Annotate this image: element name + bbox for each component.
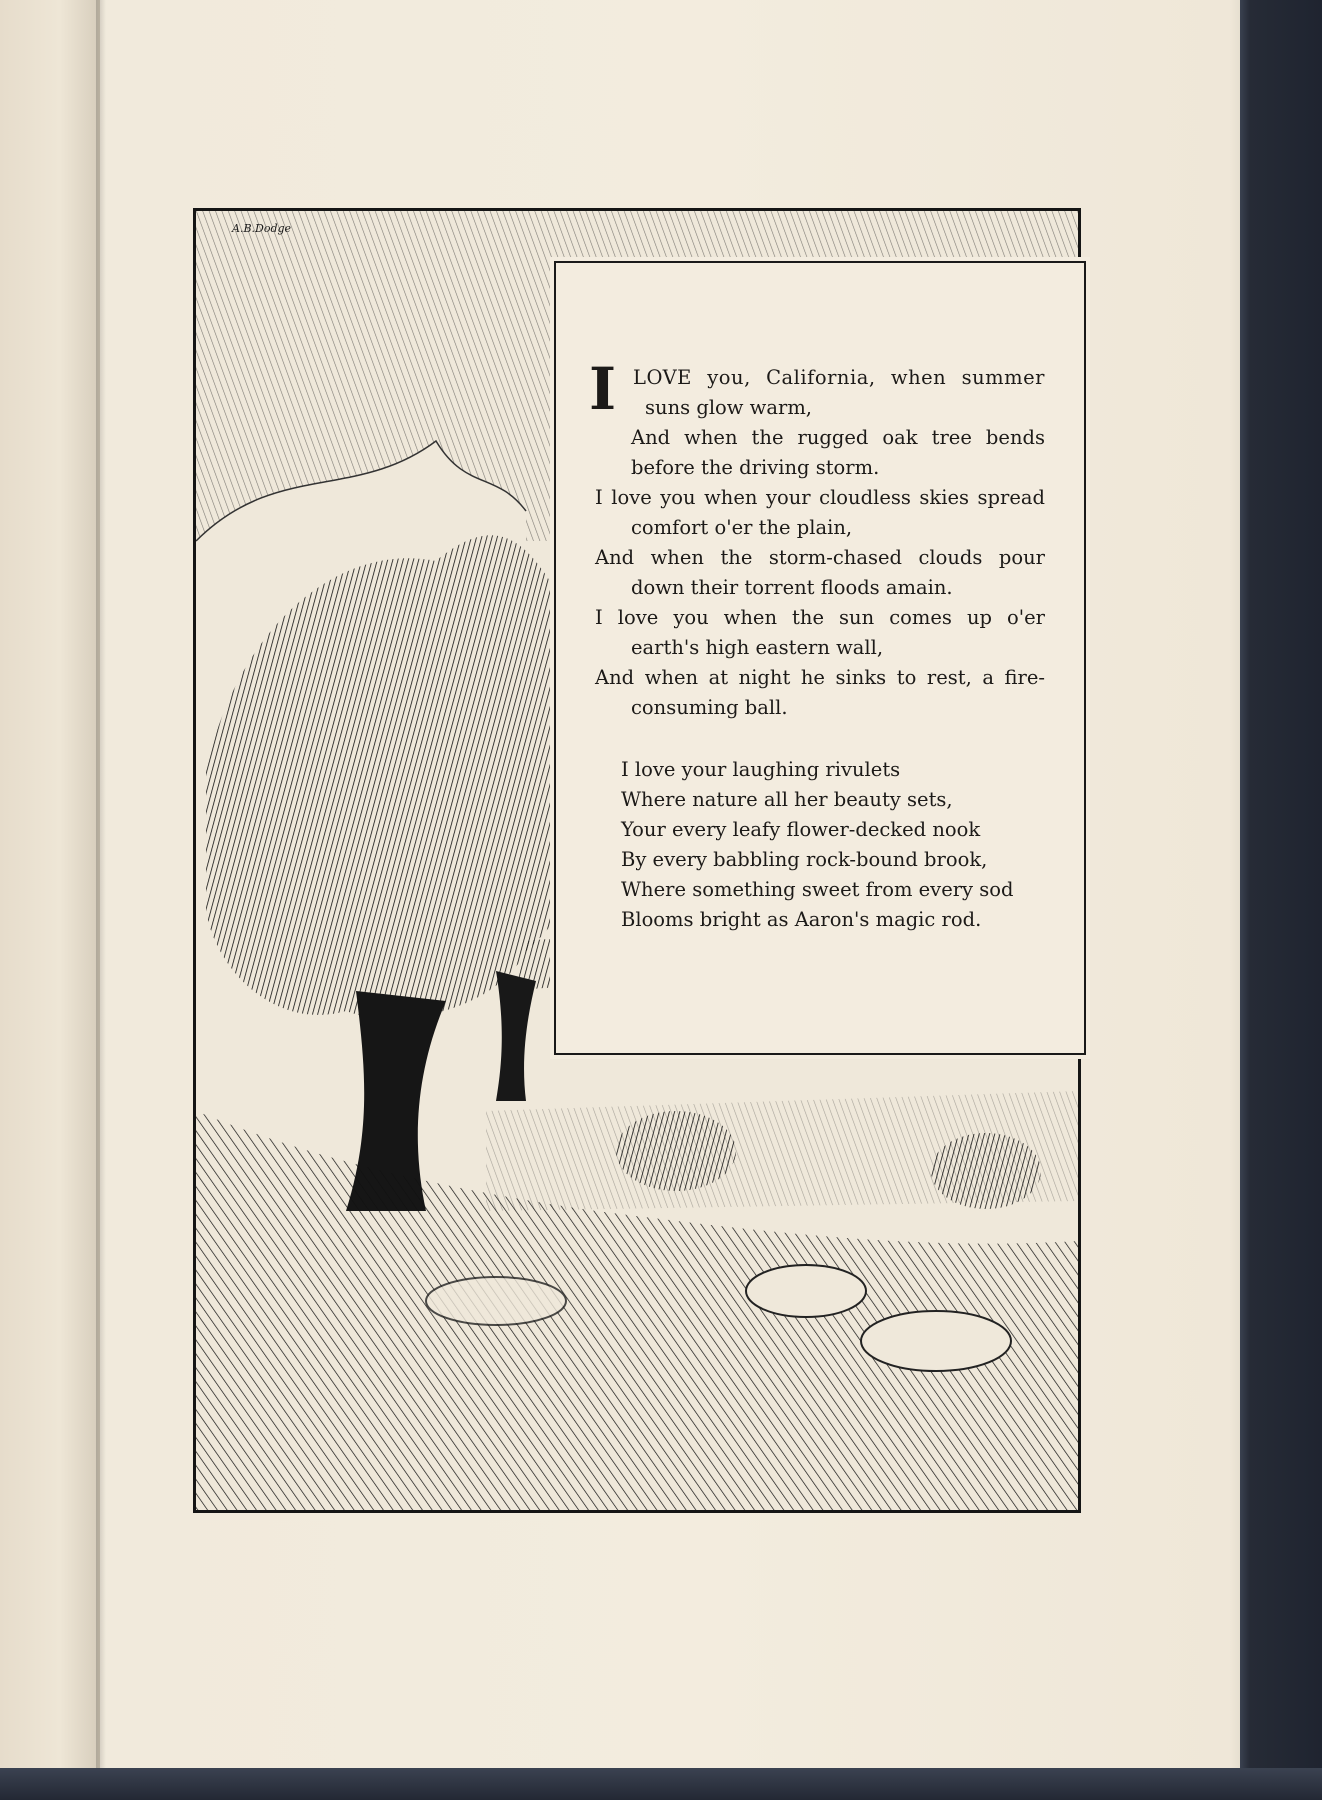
poem-line: And when the rugged oak tree bends <box>631 426 1045 449</box>
shrub-right <box>931 1133 1041 1209</box>
poem-panel <box>554 261 1086 1055</box>
poem-line: Blooms bright as Aaron's magic rod. <box>621 908 982 931</box>
poem-line: And when at night he sinks to rest, a fire- <box>595 666 1045 689</box>
rock <box>746 1265 866 1317</box>
poem-line: Your every leafy flower-decked nook <box>621 818 981 841</box>
poem-line: Where something sweet from every sod <box>621 878 1014 901</box>
rock-large <box>861 1311 1011 1371</box>
stanza-break <box>595 723 1045 755</box>
poem-line: I love you when your cloudless skies spread <box>595 486 1045 509</box>
poem-line: And when the storm-chased clouds pour <box>595 546 1045 569</box>
poem-line: By every babbling rock-bound brook, <box>621 848 988 871</box>
book-cover-bottom <box>0 1768 1322 1800</box>
poem-line: earth's high eastern wall, <box>631 636 884 659</box>
poem-first-lines <box>589 355 1045 423</box>
poem-text <box>589 355 1045 935</box>
poem-line: consuming ball. <box>631 696 788 719</box>
book-cover-edge <box>1240 0 1322 1800</box>
poem-line: before the driving storm. <box>631 456 880 479</box>
poem-line: Where nature all her beauty sets, <box>621 788 953 811</box>
left-page-edge <box>0 0 100 1800</box>
poem-line: down their torrent floods amain. <box>631 576 953 599</box>
rock-left <box>426 1277 566 1325</box>
artist-signature: A.B.Dodge <box>232 222 292 235</box>
poem-line: comfort o'er the plain, <box>631 516 853 539</box>
poem-line: I love your laughing rivulets <box>621 758 901 781</box>
shrub <box>616 1111 736 1191</box>
poem-line: suns glow warm, <box>645 396 813 419</box>
drop-cap: I <box>589 355 617 423</box>
poem-line: I love you when the sun comes up o'er <box>595 606 1045 629</box>
book-gutter <box>96 0 106 1800</box>
poem-line: LOVE you, California, when summer <box>633 366 1045 389</box>
